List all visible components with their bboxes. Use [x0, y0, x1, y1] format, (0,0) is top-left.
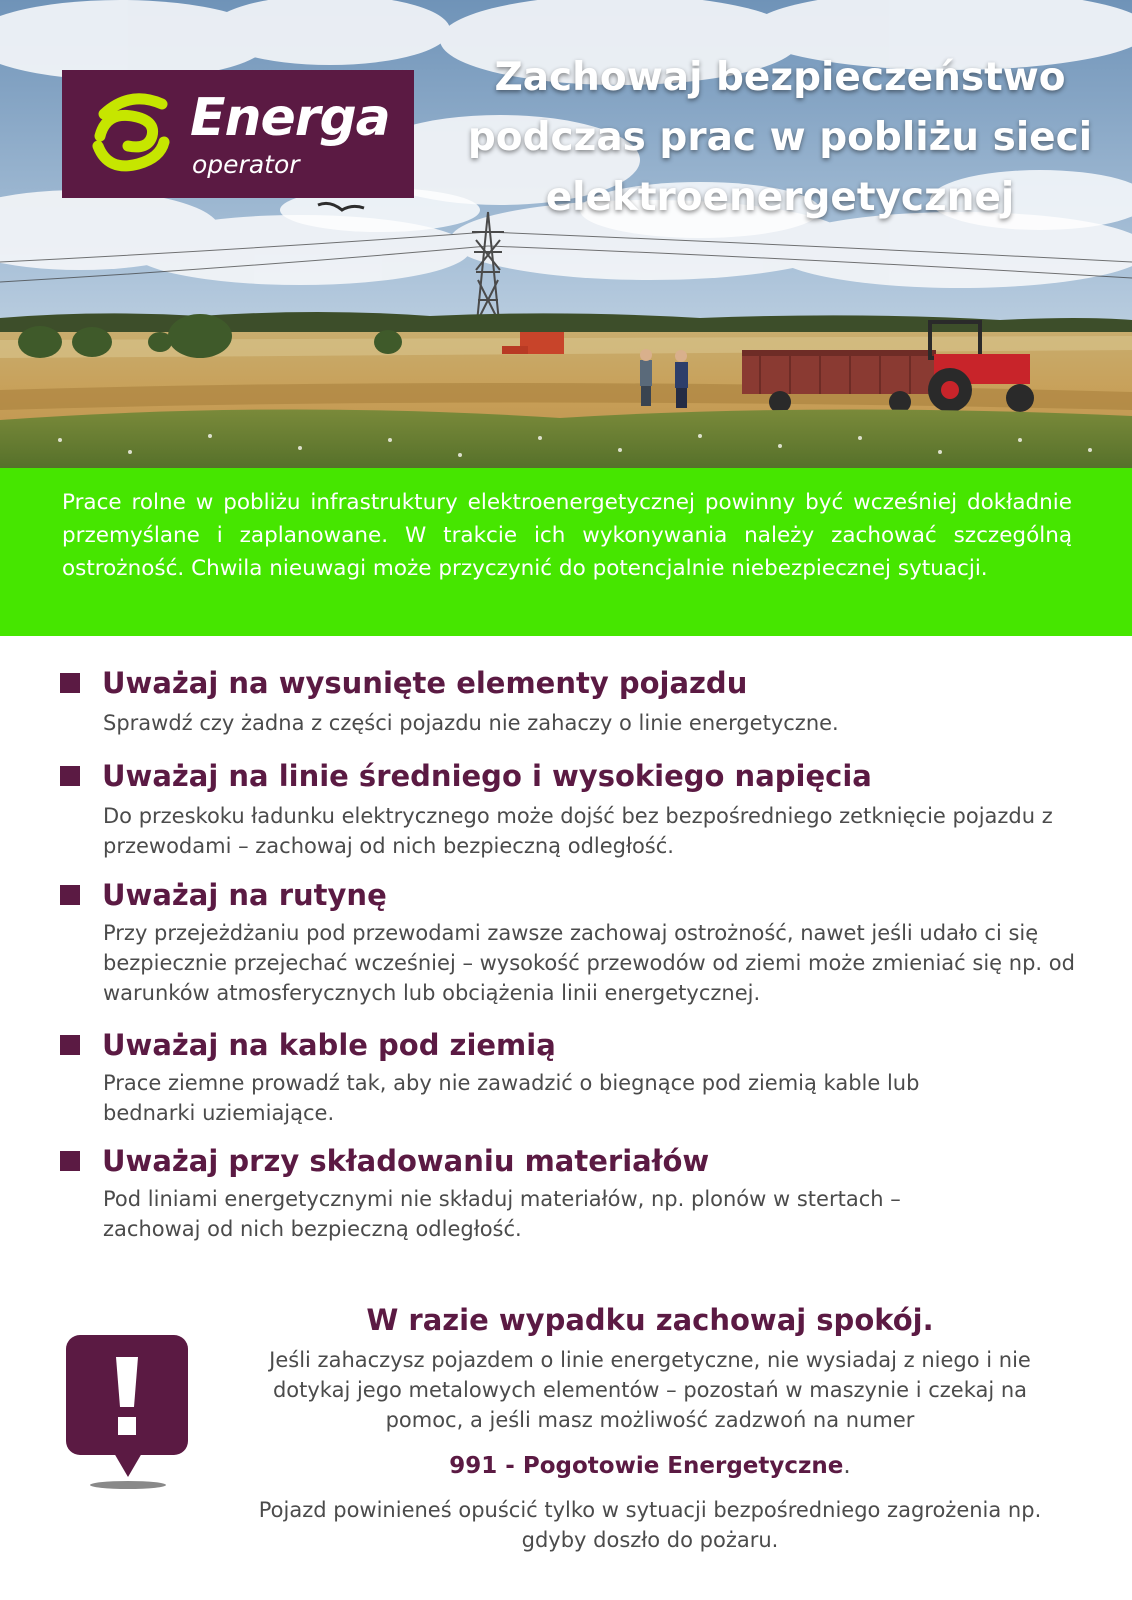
square-bullet-icon [60, 885, 80, 905]
tip-title: Uważaj na linie średniego i wysokiego napięcia [102, 759, 872, 793]
emergency-title: W razie wypadku zachowaj spokój. [366, 1303, 934, 1337]
energa-operator-logo [62, 70, 414, 198]
hero-banner [0, 0, 1132, 470]
emergency-number: 991 - Pogotowie Energetyczne [449, 1453, 844, 1479]
tip-text: Sprawdź czy żadna z części pojazdu nie zahaczy o linie energetyczne. [103, 711, 839, 735]
tip-text: Prace ziemne prowadź tak, aby nie zawadzić o biegnące pod ziemią kable lub bednarki uziemiające. [103, 1071, 920, 1125]
tip-text: Przy przejeżdżaniu pod przewodami zawsze zachowaj ostrożność, nawet jeśli udało ci się bezpiecznie przejechać wcześniej – wysokość przewodów od ziemi może zmieniać się np. od warunków atmosferycznych lub obciążenia linii energetycznej. [103, 921, 1075, 1005]
tip-text: Do przeskoku ładunku elektrycznego może dojść bez bezpośredniego zetknięcie pojazdu z przewodami – zachowaj od nich bezpieczną odległość. [103, 804, 1053, 858]
logo-subtitle: operator [192, 150, 300, 179]
square-bullet-icon [60, 1035, 80, 1055]
square-bullet-icon [60, 1151, 80, 1171]
tip-title: Uważaj na rutynę [102, 878, 387, 912]
emergency-note: Pojazd powinieneś opuścić tylko w sytuacji bezpośredniego zagrożenia np. gdyby doszło do pożaru. [258, 1498, 1042, 1552]
logo-name: Energa [190, 88, 390, 148]
intro-band [0, 468, 1132, 636]
tip-title: Uważaj na wysunięte elementy pojazdu [102, 666, 748, 700]
warning-exclamation-icon [66, 1335, 192, 1491]
page-title: Zachowaj bezpieczeństwo podczas prac w pobliżu sieci elektroenergetycznej [467, 55, 1093, 220]
intro-text: Prace rolne w pobliżu infrastruktury elektroenergetycznej powinny być wcześniej dokładnie przemyślane i zaplanowane. W trakcie ich wykonywania należy zachować szczególną ostrożność. Chwila nieuwagi może przyczynić do potencjalnie niebezpiecznej sytuacji. [62, 490, 1072, 581]
emergency-number-suffix: . [843, 1453, 851, 1479]
energa-logo-mark-icon [90, 84, 174, 176]
emergency-text: Jeśli zahaczysz pojazdem o linie energetyczne, nie wysiadaj z niego i nie dotykaj jego metalowych elementów – pozostań w maszynie i czekaj na pomoc, a jeśli masz możliwość zadzwoń na numer [269, 1348, 1031, 1432]
tip-text: Pod liniami energetycznymi nie składuj materiałów, np. plonów w stertach – zachowaj od nich bezpieczną odległość. [103, 1187, 901, 1241]
square-bullet-icon [60, 766, 80, 786]
square-bullet-icon [60, 673, 80, 693]
emergency-number-line [250, 1450, 1050, 1482]
tip-title: Uważaj na kable pod ziemią [102, 1028, 556, 1062]
tip-title: Uważaj przy składowaniu materiałów [102, 1144, 710, 1178]
